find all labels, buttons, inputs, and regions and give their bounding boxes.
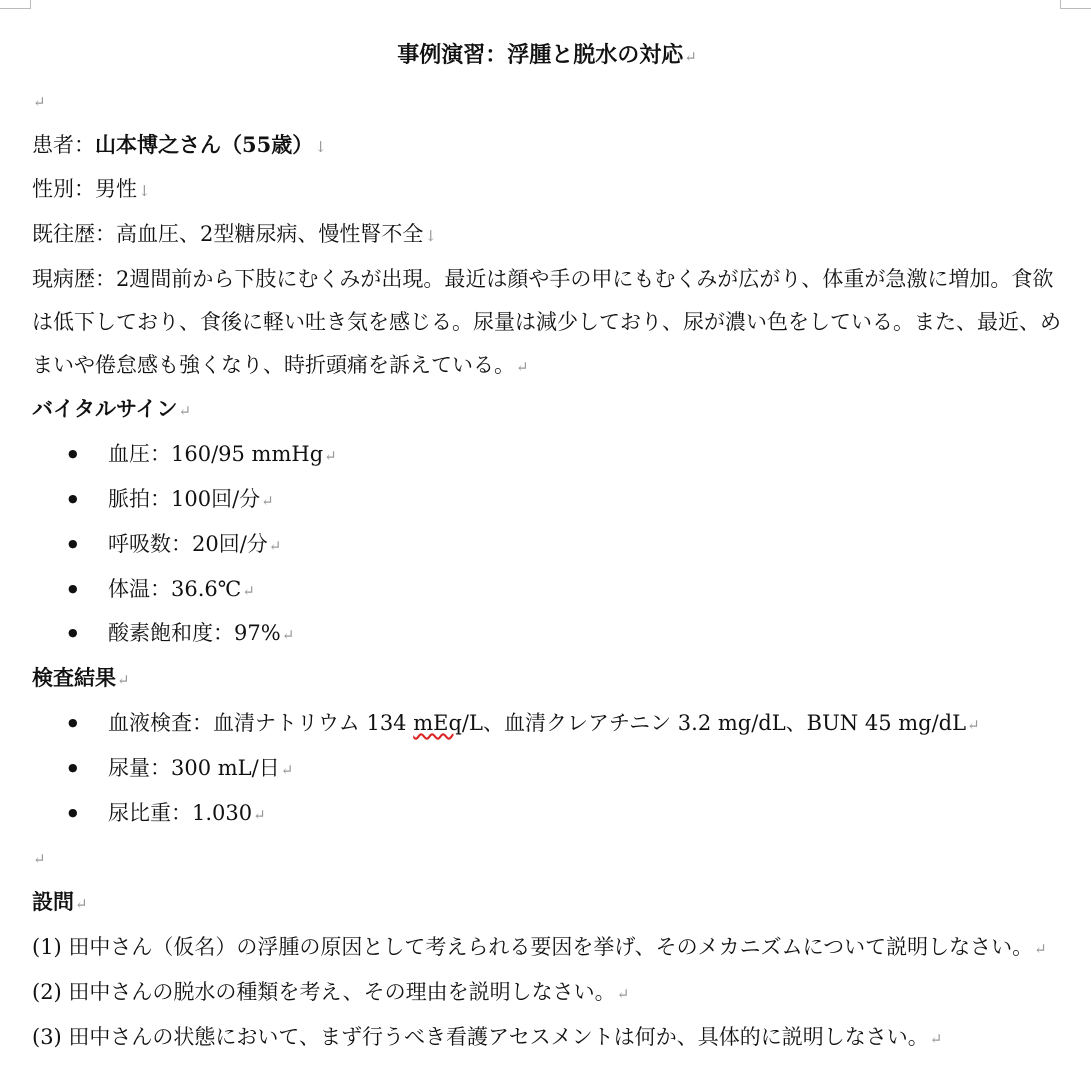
- urine-specific-gravity: 尿比重：1.030: [108, 800, 253, 825]
- list-item: [32, 478, 1062, 523]
- paragraph-mark: ↵: [33, 850, 46, 869]
- list-item: [32, 612, 1062, 657]
- medical-history: 既往歴：高血圧、2型糖尿病、慢性腎不全: [32, 222, 424, 247]
- paragraph-mark: ↵: [253, 805, 266, 824]
- urine-volume: 尿量：300 mL/日: [108, 755, 280, 780]
- document-title: [32, 34, 1062, 79]
- list-item: [32, 433, 1062, 478]
- page-corner-left: [0, 0, 31, 9]
- vital-temperature: 体温：36.6℃: [108, 576, 242, 601]
- question-2: (2) 田中さんの脱水の種類を考え、その理由を説明しなさい。: [32, 979, 616, 1004]
- paragraph-mark: ↵: [280, 760, 294, 779]
- paragraph-mark: ↵: [75, 895, 88, 914]
- labs-list: [32, 702, 1062, 836]
- questions-heading: [32, 881, 1062, 926]
- spellcheck-flagged-word[interactable]: mEq: [413, 710, 462, 735]
- patient-line: [32, 124, 1062, 169]
- present-illness-text: 現病歴：2週間前から下肢にむくみが出現。最近は顔や手の甲にもむくみが広がり、体重が急激に増加。食欲は低下しており、食後に軽い吐き気を感じる。尿量は減少しており、尿が濃い色をしている。また、最近、めまいや倦怠感も強くなり、時折頭痛を訴えている。: [32, 266, 1061, 377]
- paragraph-mark: ↵: [616, 984, 630, 1003]
- list-item: [32, 747, 1062, 792]
- vitals-heading-text: バイタルサイン: [32, 396, 178, 422]
- line-break-mark: ↓: [314, 137, 327, 156]
- paragraph-mark: ↵: [33, 92, 46, 111]
- labs-heading-text: 検査結果: [32, 665, 116, 691]
- blank-line: [32, 79, 1062, 124]
- list-item: [32, 702, 1062, 747]
- paragraph-mark: ↵: [281, 626, 295, 645]
- paragraph-mark: ↵: [178, 402, 192, 421]
- patient-name: 山本博之さん（55歳）: [95, 131, 314, 157]
- vitals-list: [32, 433, 1062, 657]
- document-page: [32, 34, 1062, 1060]
- list-item: [32, 523, 1062, 568]
- paragraph-mark: ↵: [242, 581, 255, 600]
- sex-label: 性別：: [32, 177, 95, 202]
- paragraph-mark: ↵: [324, 447, 337, 466]
- labs-heading: [32, 657, 1062, 702]
- vitals-heading: [32, 388, 1062, 433]
- question-item: [32, 971, 1062, 1016]
- paragraph-mark: ↵: [929, 1029, 943, 1048]
- questions-heading-text: 設問: [32, 889, 74, 915]
- sex-value: 男性: [95, 177, 137, 202]
- paragraph-mark: ↵: [684, 48, 697, 66]
- patient-label: 患者：: [32, 132, 95, 157]
- paragraph-mark: ↵: [117, 671, 130, 690]
- vital-blood-pressure: 血圧：160/95 mmHg: [108, 442, 324, 467]
- paragraph-mark: ↵: [516, 357, 529, 376]
- sex-line: [32, 168, 1062, 213]
- vital-pulse: 脈拍：100回/分: [108, 486, 261, 511]
- blood-test-prefix: 血液検査：血清ナトリウム 134: [108, 710, 414, 735]
- page-corner-right: [1060, 0, 1091, 9]
- question-item: [32, 926, 1062, 971]
- present-illness-paragraph: [32, 258, 1062, 388]
- line-break-mark: ↓: [424, 227, 437, 246]
- blank-line: [32, 836, 1062, 881]
- list-item: [32, 568, 1062, 613]
- paragraph-mark: ↵: [967, 715, 980, 734]
- question-3: (3) 田中さんの状態において、まず行うべき看護アセスメントは何か、具体的に説明しなさい。: [32, 1024, 929, 1049]
- title-text: 事例演習：浮腫と脱水の対応: [397, 42, 684, 68]
- vital-respiration: 呼吸数：20回/分: [108, 531, 268, 556]
- list-item: [32, 792, 1062, 837]
- paragraph-mark: ↵: [261, 491, 274, 510]
- question-1: (1) 田中さん（仮名）の浮腫の原因として考えられる要因を挙げ、そのメカニズムについて説明しなさい。: [32, 934, 1034, 959]
- vital-spo2: 酸素飽和度：97%: [108, 621, 281, 646]
- blood-test-suffix: /L、血清クレアチニン 3.2 mg/dL、BUN 45 mg/dL: [461, 710, 967, 735]
- line-break-mark: ↓: [138, 182, 151, 201]
- paragraph-mark: ↵: [268, 536, 282, 555]
- question-item: [32, 1016, 1062, 1061]
- history-line: [32, 213, 1062, 258]
- paragraph-mark: ↵: [1034, 939, 1047, 958]
